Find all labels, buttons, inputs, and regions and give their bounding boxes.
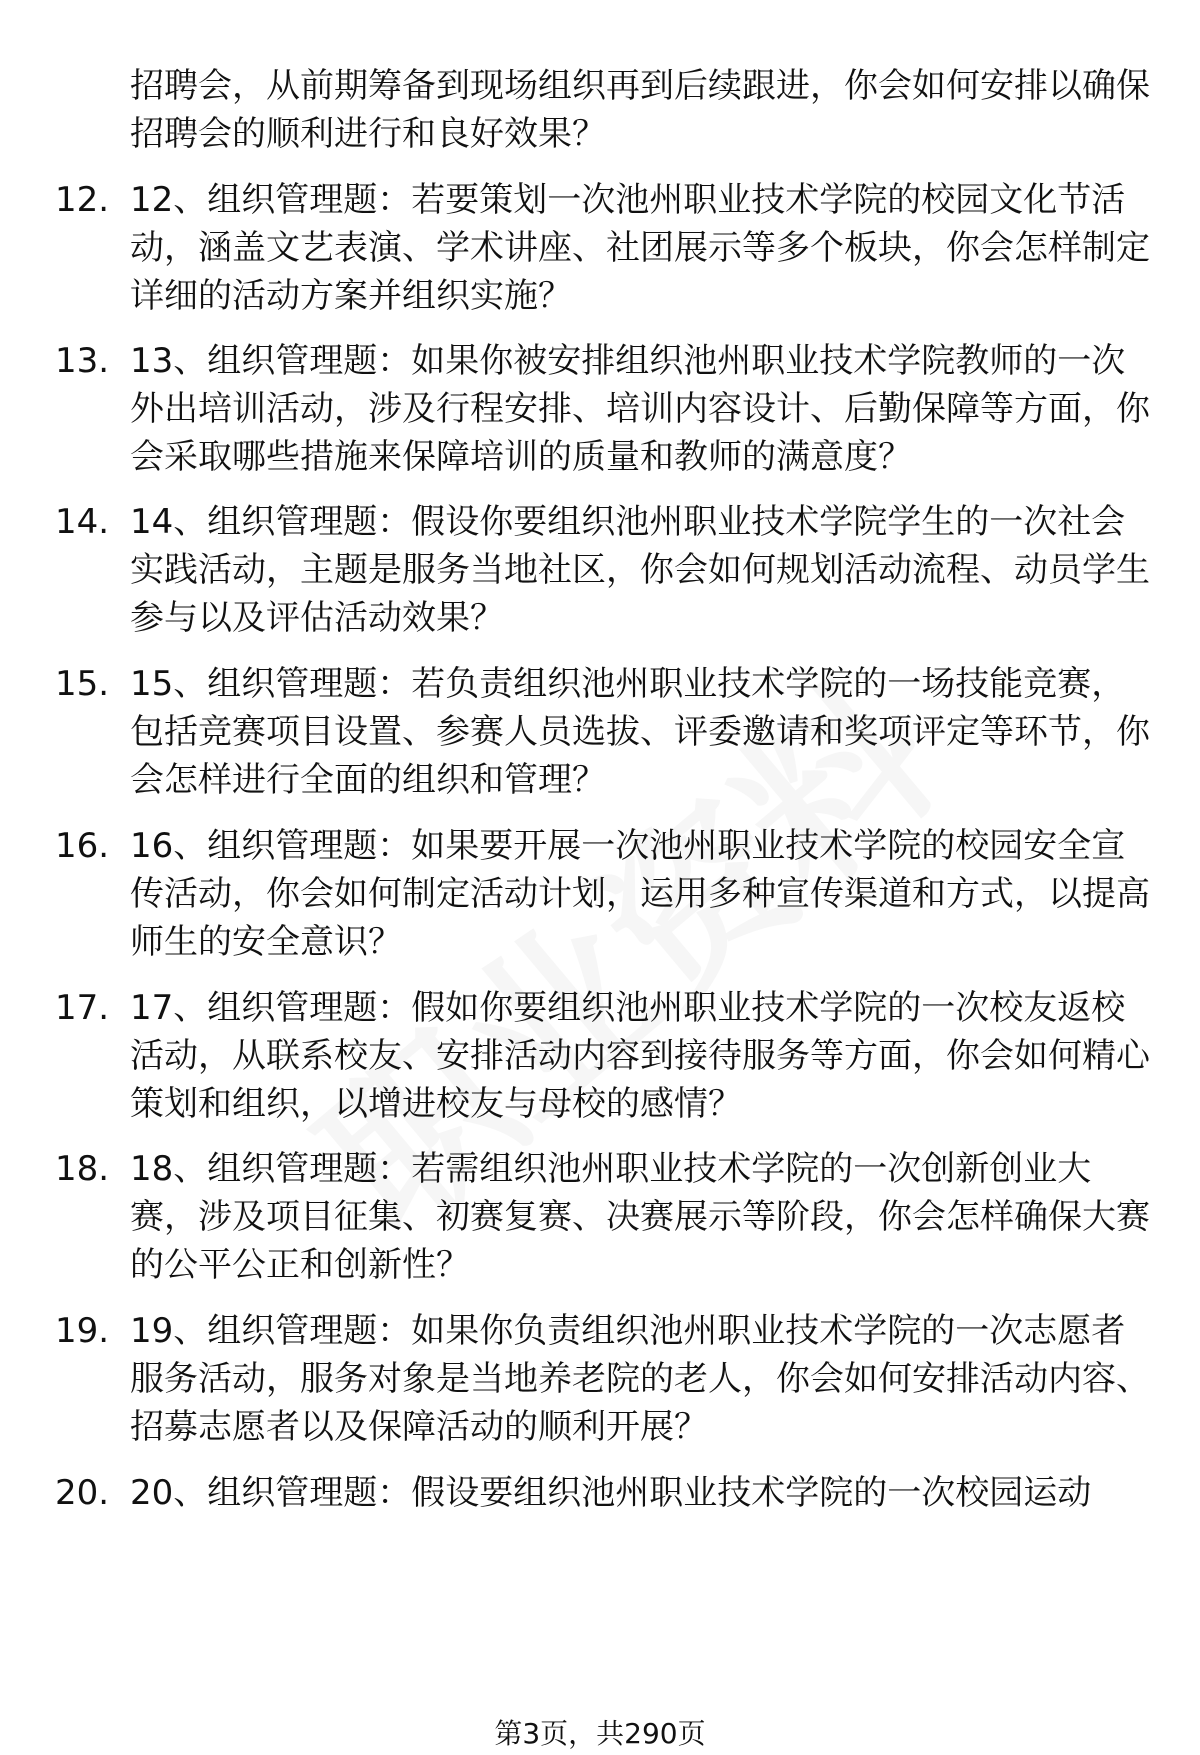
- question-item-12: [0, 176, 1200, 321]
- page-footer: 第3页，共290页: [494, 1717, 706, 1750]
- question-item-13: [0, 337, 1200, 482]
- question-text: 19、组织管理题：如果你负责组织池州职业技术学院的一次志愿者服务活动，服务对象是当地养老院的老人，你会如何安排活动内容、招募志愿者以及保障活动的顺利开展？: [130, 1311, 1150, 1447]
- question-text: 13、组织管理题：如果你被安排组织池州职业技术学院教师的一次外出培训活动，涉及行程安排、培训内容设计、后勤保障等方面，你会采取哪些措施来保障培训的质量和教师的满意度？: [130, 341, 1150, 477]
- question-number: 14.: [55, 502, 110, 542]
- question-item-14: [0, 498, 1200, 643]
- question-number: 16.: [55, 826, 110, 866]
- question-text: 18、组织管理题：若需组织池州职业技术学院的一次创新创业大赛，涉及项目征集、初赛复赛、决赛展示等阶段，你会怎样确保大赛的公平公正和创新性？: [130, 1149, 1150, 1285]
- question-number: 20.: [55, 1473, 110, 1513]
- question-number: 17.: [55, 988, 110, 1028]
- question-text: 14、组织管理题：假设你要组织池州职业技术学院学生的一次社会实践活动，主题是服务当地社区，你会如何规划活动流程、动员学生参与以及评估活动效果？: [130, 502, 1150, 638]
- question-text: 16、组织管理题：如果要开展一次池州职业技术学院的校园安全宣传活动，你会如何制定活动计划，运用多种宣传渠道和方式，以提高师生的安全意识？: [130, 826, 1150, 962]
- question-text: 12、组织管理题：若要策划一次池州职业技术学院的校园文化节活动，涵盖文艺表演、学术讲座、社团展示等多个板块，你会怎样制定详细的活动方案并组织实施？: [130, 180, 1150, 316]
- question-text: 15、组织管理题：若负责组织池州职业技术学院的一场技能竞赛，包括竞赛项目设置、参赛人员选拔、评委邀请和奖项评定等环节，你会怎样进行全面的组织和管理？: [130, 664, 1150, 800]
- question-number: 19.: [55, 1311, 110, 1351]
- question-item-19: [0, 1307, 1200, 1452]
- question-number: 13.: [55, 341, 110, 381]
- question-number: 12.: [55, 180, 110, 220]
- question-item-20: [0, 1469, 1200, 1519]
- question-item-18: [0, 1145, 1200, 1290]
- question-item-16: [0, 822, 1200, 967]
- question-item-17: [0, 984, 1200, 1129]
- continuation-text: 招聘会，从前期筹备到现场组织再到后续跟进，你会如何安排以确保招聘会的顺利进行和良好效果？: [130, 66, 1150, 154]
- question-item-15: [0, 660, 1200, 805]
- question-text: 17、组织管理题：假如你要组织池州职业技术学院的一次校友返校活动，从联系校友、安排活动内容到接待服务等方面，你会如何精心策划和组织，以增进校友与母校的感情？: [130, 988, 1150, 1124]
- question-number: 15.: [55, 664, 110, 704]
- question-number: 18.: [55, 1149, 110, 1189]
- question-text: 20、组织管理题：假设要组织池州职业技术学院的一次校园运动: [130, 1473, 1092, 1513]
